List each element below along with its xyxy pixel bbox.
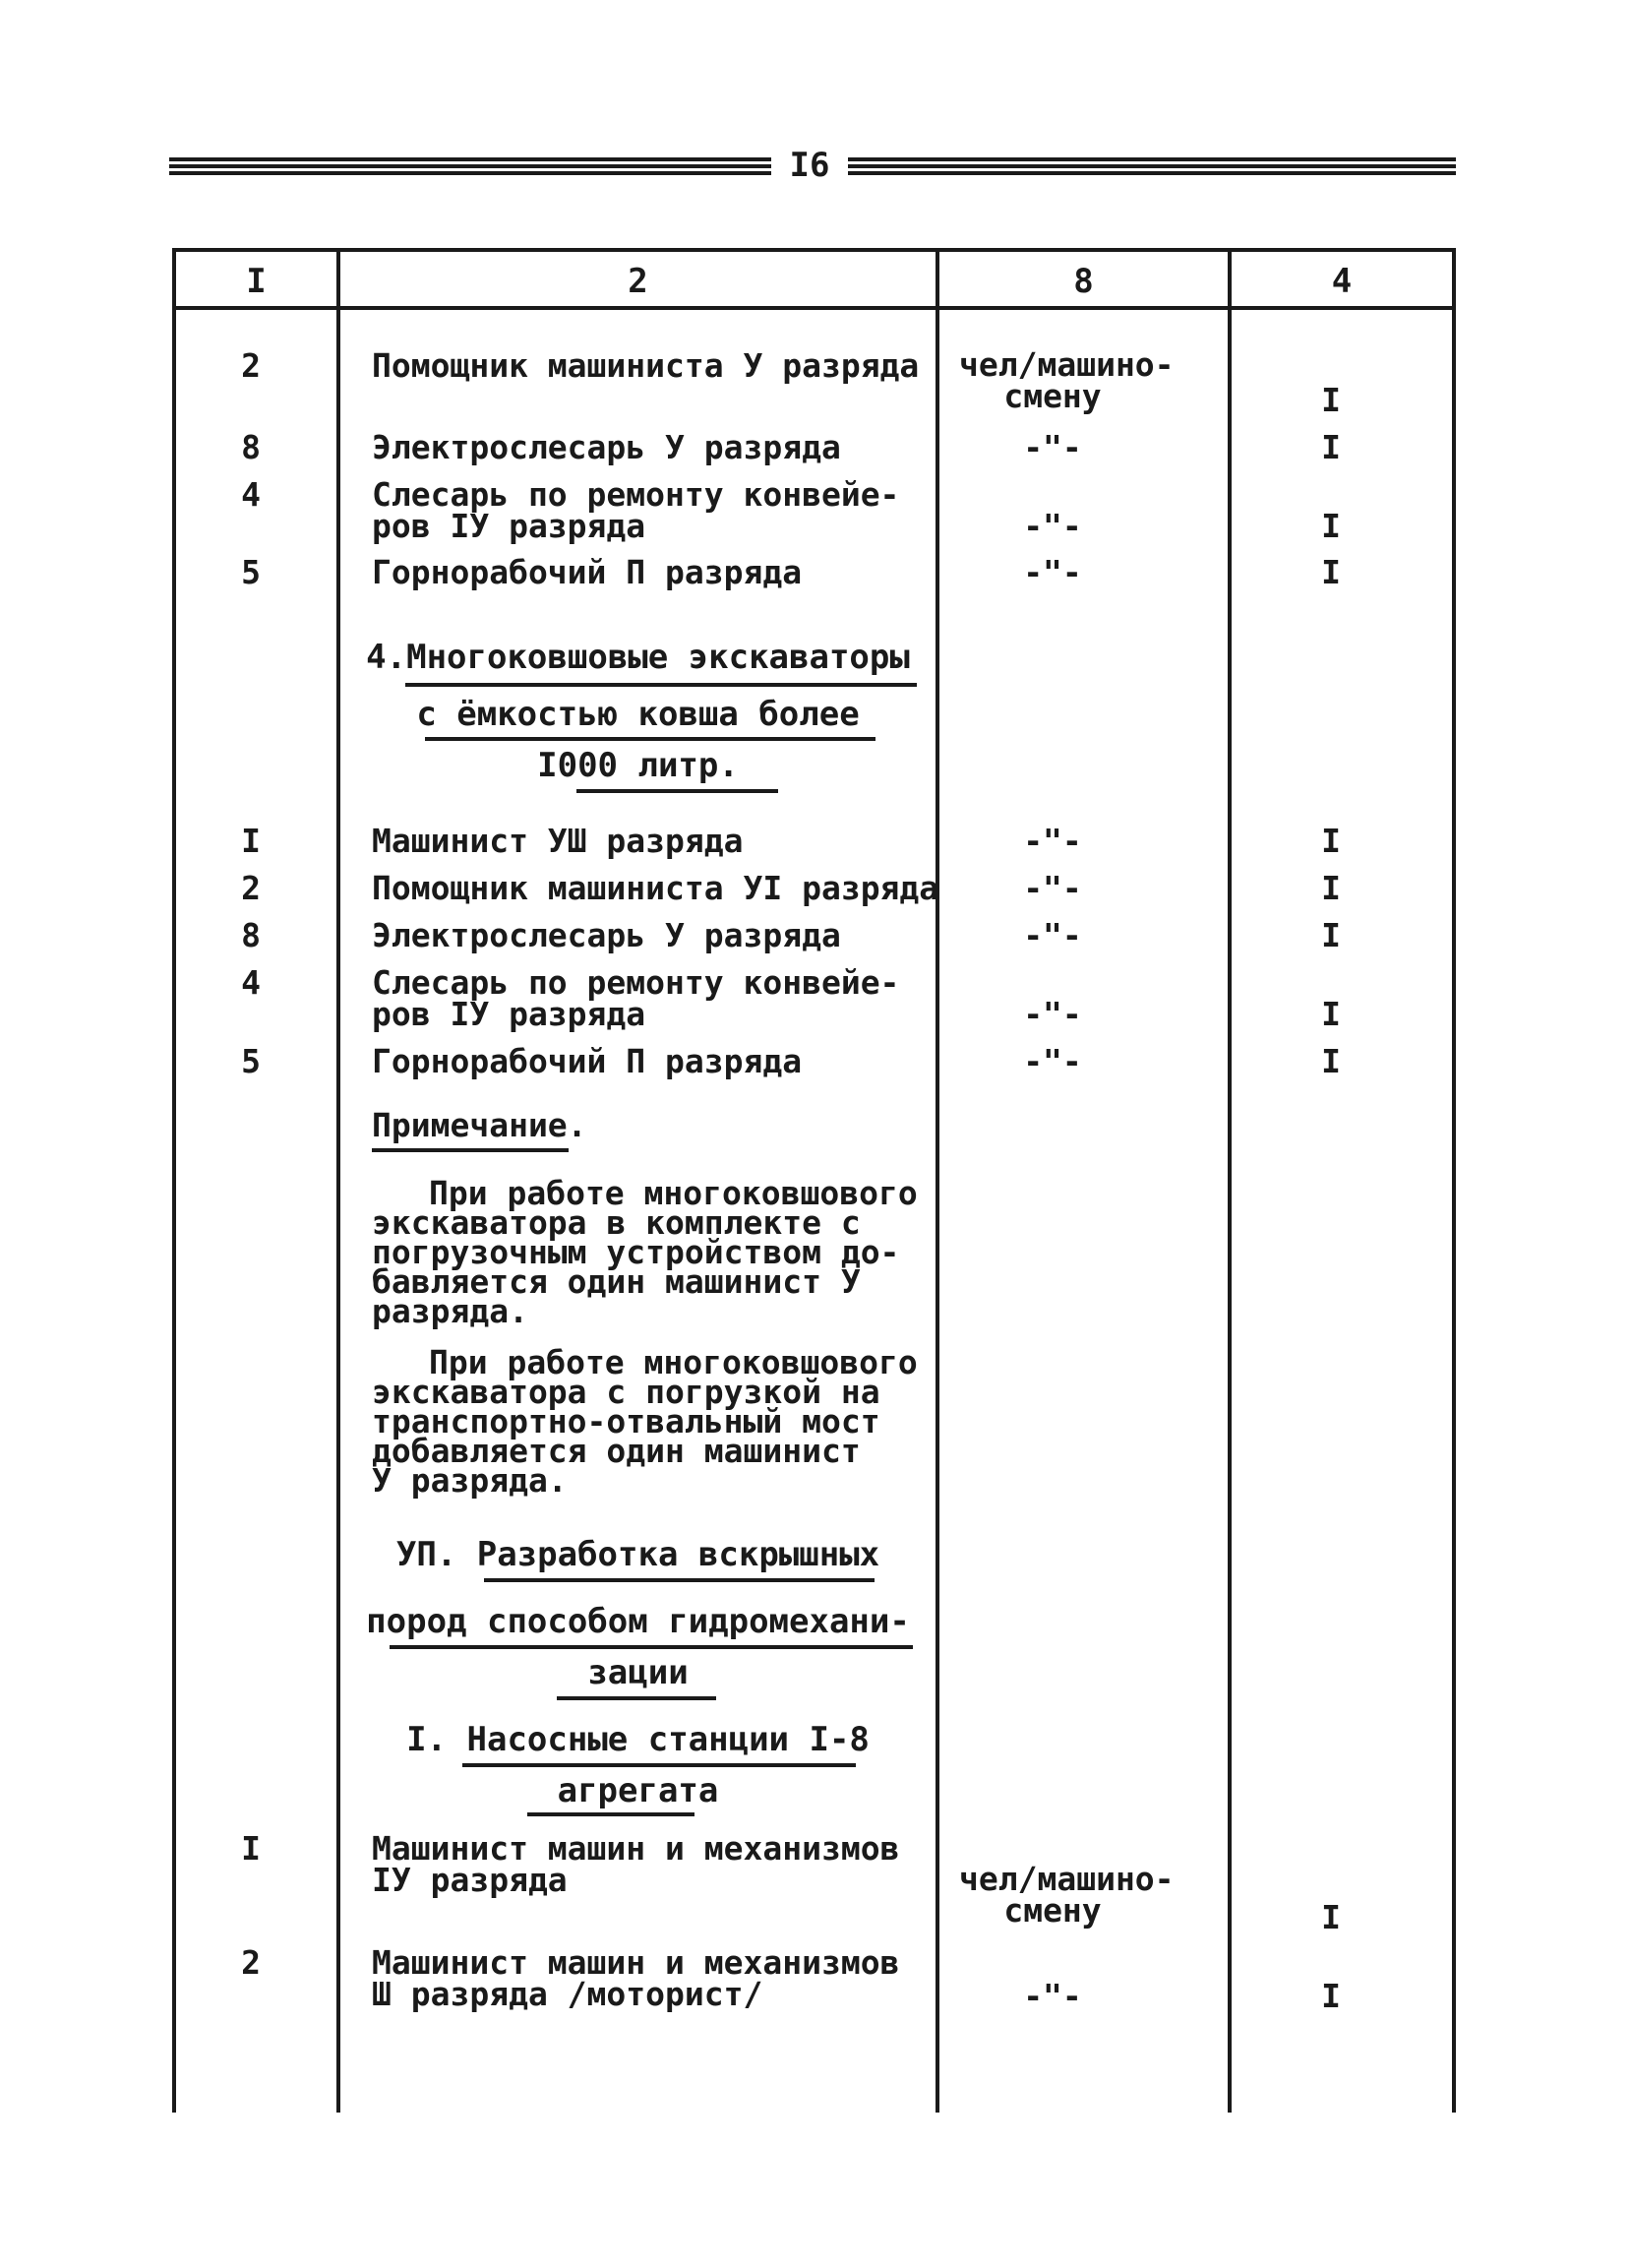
row-unit: чел/машино- — [959, 345, 1175, 384]
page-header — [169, 148, 1456, 187]
row-position: ров IУ разряда — [372, 507, 646, 545]
row-quantity: I — [1321, 822, 1341, 860]
note-paragraph-line: У разряда. — [372, 1461, 568, 1500]
row-position: IУ разряда — [372, 1861, 568, 1899]
row-position: Помощник машиниста У разряда — [372, 346, 920, 385]
column-header-2: 2 — [628, 262, 648, 301]
note-paragraph-line: погрузочным устройством до- — [372, 1233, 900, 1271]
row-unit: -"- — [1023, 995, 1082, 1033]
row-unit: -"- — [1023, 428, 1082, 466]
note-title: Примечание. — [372, 1106, 587, 1144]
row-unit: -"- — [1023, 553, 1082, 591]
table-header-border — [172, 306, 1456, 310]
row-position: Горнорабочий П разряда — [372, 1042, 803, 1080]
row-quantity: I — [1321, 916, 1341, 954]
row-number: 8 — [241, 916, 261, 954]
row-number: 2 — [241, 1943, 261, 1982]
row-quantity: I — [1321, 995, 1341, 1033]
row-quantity: I — [1321, 507, 1341, 545]
section-heading: УП. Разработка вскрышных — [395, 1535, 880, 1574]
note-paragraph-line: экскаватора с погрузкой на — [372, 1373, 880, 1411]
row-number: I — [241, 822, 261, 860]
column-header-3: 8 — [1073, 262, 1094, 301]
row-number: 4 — [241, 963, 261, 1002]
row-unit: -"- — [1023, 1042, 1082, 1080]
section-heading: 4.Многоковшовые экскаваторы — [366, 638, 910, 677]
heading-underline — [484, 1578, 875, 1582]
row-position: ров IУ разряда — [372, 995, 646, 1033]
row-unit: -"- — [1023, 916, 1082, 954]
column-divider-4 — [1228, 248, 1232, 2113]
note-paragraph-line: разряда. — [372, 1292, 528, 1330]
row-quantity: I — [1321, 1042, 1341, 1080]
table-top-border — [172, 248, 1456, 252]
note-paragraph-line: экскаватора в комплекте с — [372, 1203, 861, 1242]
row-unit: смену — [1003, 377, 1102, 415]
column-divider-2 — [336, 248, 340, 2113]
page-number: I6 — [789, 146, 830, 185]
row-position: Слесарь по ремонту конвейе- — [372, 963, 900, 1002]
row-quantity: I — [1321, 1898, 1341, 1936]
header-rule-left — [169, 157, 771, 173]
row-quantity: I — [1321, 381, 1341, 419]
section-heading: пород способом гидромехани- — [366, 1602, 910, 1641]
heading-underline — [390, 1645, 913, 1649]
row-number: 4 — [241, 475, 261, 514]
row-position: Помощник машиниста УI разряда — [372, 869, 939, 907]
heading-underline — [527, 1812, 694, 1816]
row-unit: -"- — [1023, 507, 1082, 545]
row-unit: -"- — [1023, 1977, 1082, 2015]
row-quantity: I — [1321, 553, 1341, 591]
section-heading: агрегата — [557, 1771, 719, 1810]
row-quantity: I — [1321, 428, 1341, 466]
row-position: Горнорабочий П разряда — [372, 553, 803, 591]
section-heading: зации — [587, 1653, 689, 1692]
column-divider-3 — [936, 248, 939, 2113]
row-position: Машинист машин и механизмов — [372, 1829, 900, 1868]
row-unit: чел/машино- — [959, 1860, 1175, 1898]
row-number: 2 — [241, 869, 261, 907]
note-paragraph-line: бавляется один машинист У — [372, 1262, 861, 1301]
row-unit: -"- — [1023, 869, 1082, 907]
column-divider-5 — [1452, 248, 1456, 2113]
row-position: Слесарь по ремонту конвейе- — [372, 475, 900, 514]
column-header-1: I — [246, 262, 267, 301]
header-rule-right — [848, 157, 1456, 173]
column-header-4: 4 — [1331, 262, 1353, 301]
row-position: Машинист машин и механизмов — [372, 1943, 900, 1982]
row-unit: -"- — [1023, 822, 1082, 860]
note-paragraph-line: При работе многоковшового — [429, 1343, 918, 1381]
row-number: 5 — [241, 1042, 261, 1080]
row-quantity: I — [1321, 1977, 1341, 2015]
row-number: 5 — [241, 553, 261, 591]
row-quantity: I — [1321, 869, 1341, 907]
row-position: Электрослесарь У разряда — [372, 916, 841, 954]
note-paragraph-line: добавляется один машинист — [372, 1432, 861, 1470]
note-paragraph-line: При работе многоковшового — [429, 1174, 918, 1212]
note-title-underline — [372, 1148, 569, 1152]
heading-underline — [405, 683, 917, 687]
section-heading: I. Насосные станции I-8 — [406, 1720, 870, 1759]
heading-underline — [462, 1763, 856, 1767]
row-number: 2 — [241, 346, 261, 385]
row-position: Электрослесарь У разряда — [372, 428, 841, 466]
row-number: I — [241, 1829, 261, 1868]
column-divider-1 — [172, 248, 176, 2113]
heading-underline — [425, 737, 875, 741]
row-unit: смену — [1003, 1891, 1102, 1930]
section-heading: с ёмкостью ковша более — [416, 695, 860, 734]
section-heading: I000 литр. — [537, 746, 739, 785]
note-paragraph-line: транспортно-отвальный мост — [372, 1402, 880, 1440]
heading-underline — [557, 1696, 716, 1700]
row-position: Машинист УШ разряда — [372, 822, 744, 860]
row-position: Ш разряда /моторист/ — [372, 1975, 763, 2013]
row-number: 8 — [241, 428, 261, 466]
heading-underline — [576, 789, 778, 793]
